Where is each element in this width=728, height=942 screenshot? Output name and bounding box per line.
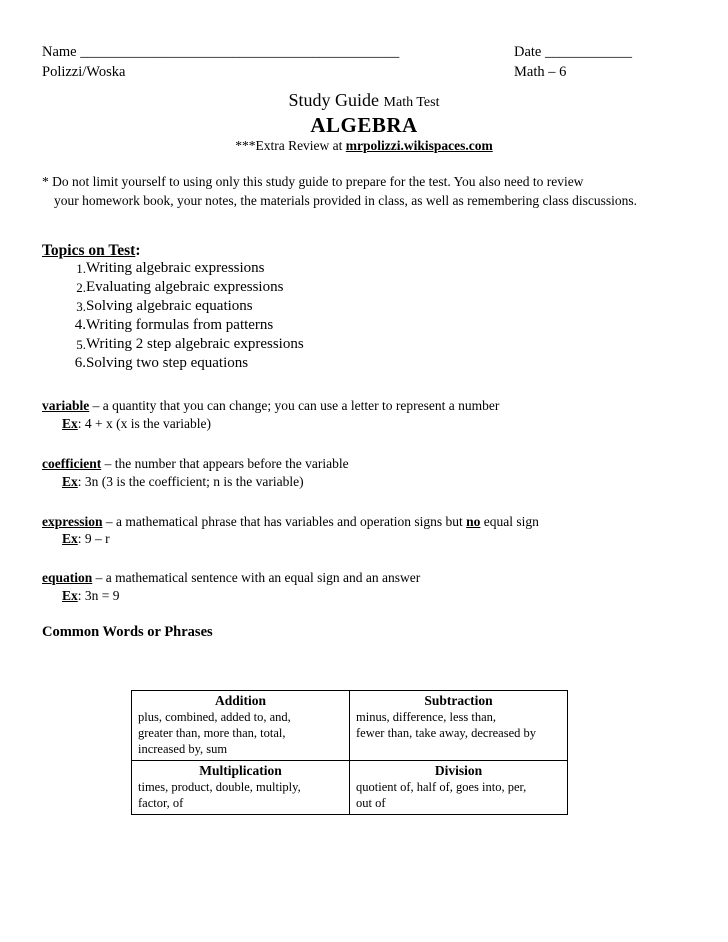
topic-number: 5. bbox=[76, 337, 86, 352]
example-label: Ex bbox=[62, 474, 78, 489]
example-text: : 4 + x (x is the variable) bbox=[77, 416, 211, 431]
topic-heading: ALGEBRA bbox=[310, 113, 418, 137]
topics-list bbox=[42, 259, 304, 373]
study-note-first: * Do not limit yourself to using only this study guide to prepare for the test. You also need to review bbox=[42, 174, 584, 189]
division-cell bbox=[350, 761, 568, 815]
topic-number: 3. bbox=[76, 299, 86, 314]
list-item bbox=[42, 354, 304, 373]
term-equation: equation bbox=[42, 570, 93, 585]
class-label: Math – 6 bbox=[514, 64, 567, 80]
definition-expression bbox=[42, 514, 539, 530]
definition-text: – a mathematical phrase that has variables and operation signs but bbox=[102, 514, 467, 529]
definition-text: – the number that appears before the variable bbox=[101, 456, 349, 471]
list-item bbox=[42, 335, 304, 354]
list-item bbox=[42, 259, 304, 278]
emphasis-no: no bbox=[466, 514, 481, 529]
addition-cell bbox=[132, 691, 350, 761]
subtraction-cell bbox=[350, 691, 568, 761]
term-variable: variable bbox=[42, 398, 90, 413]
topic-text: Solving algebraic equations bbox=[86, 298, 253, 314]
example-text: : 3n (3 is the coefficient; n is the variable) bbox=[77, 474, 304, 489]
topic-text: Evaluating algebraic expressions bbox=[86, 279, 284, 295]
example-expression bbox=[62, 531, 110, 547]
definition-text-end: equal sign bbox=[480, 514, 539, 529]
example-coefficient bbox=[62, 474, 304, 490]
definition-variable bbox=[42, 398, 499, 414]
definition-text: – a quantity that you can change; you can use a letter to represent a number bbox=[89, 398, 500, 413]
addition-heading: Addition bbox=[214, 693, 267, 708]
study-note-rest: your homework book, your notes, the materials provided in class, as well as remembering class discussions. bbox=[54, 193, 638, 208]
example-label: Ex bbox=[62, 531, 78, 546]
title-main: Study Guide bbox=[288, 90, 380, 110]
example-label: Ex bbox=[62, 416, 78, 431]
example-equation bbox=[62, 588, 120, 604]
teacher-names: Polizzi/Woska bbox=[42, 64, 126, 80]
multiplication-words: times, product, double, multiply, factor, of bbox=[138, 780, 301, 810]
definition-equation bbox=[42, 570, 420, 586]
topics-heading bbox=[42, 242, 141, 260]
topics-heading-colon: : bbox=[135, 242, 141, 259]
division-heading: Division bbox=[434, 763, 483, 778]
date-field-label: Date ____________ bbox=[514, 44, 632, 60]
example-label: Ex bbox=[62, 588, 78, 603]
multiplication-cell bbox=[132, 761, 350, 815]
extra-review-link[interactable]: mrpolizzi.wikispaces.com bbox=[345, 138, 493, 153]
example-text: : 9 – r bbox=[77, 531, 110, 546]
name-field-label: Name ____________________________________________ bbox=[42, 44, 400, 60]
list-item bbox=[42, 316, 304, 335]
extra-review-prefix: ***Extra Review at bbox=[235, 138, 346, 153]
subtraction-heading: Subtraction bbox=[424, 693, 493, 708]
topic-number: 4. bbox=[74, 317, 86, 333]
term-expression: expression bbox=[42, 514, 103, 529]
multiplication-heading: Multiplication bbox=[199, 763, 282, 778]
operation-words-table bbox=[131, 690, 568, 815]
example-text: : 3n = 9 bbox=[77, 588, 120, 603]
subtraction-words: minus, difference, less than, fewer than, take away, decreased by bbox=[356, 710, 536, 740]
topic-text: Solving two step equations bbox=[86, 355, 249, 371]
addition-words: plus, combined, added to, and, greater than, more than, total, increased by, sum bbox=[138, 710, 291, 756]
definition-text: – a mathematical sentence with an equal sign and an answer bbox=[92, 570, 421, 585]
study-note bbox=[42, 172, 682, 210]
topic-number: 2. bbox=[76, 280, 86, 295]
common-words-heading: Common Words or Phrases bbox=[42, 624, 213, 640]
definition-coefficient bbox=[42, 456, 349, 472]
title-sub: Math Test bbox=[383, 95, 440, 110]
topic-text: Writing formulas from patterns bbox=[86, 317, 274, 333]
topics-heading-text: Topics on Test bbox=[42, 242, 136, 259]
term-coefficient: coefficient bbox=[42, 456, 102, 471]
topic-number: 6. bbox=[74, 355, 86, 371]
page-title bbox=[0, 90, 728, 111]
topic-text: Writing 2 step algebraic expressions bbox=[86, 336, 304, 352]
list-item bbox=[42, 278, 304, 297]
extra-review-line bbox=[0, 138, 728, 154]
topic-number: 1. bbox=[76, 261, 86, 276]
topic-text: Writing algebraic expressions bbox=[86, 260, 265, 276]
division-words: quotient of, half of, goes into, per, out of bbox=[356, 780, 527, 810]
example-variable bbox=[62, 416, 211, 432]
list-item bbox=[42, 297, 304, 316]
